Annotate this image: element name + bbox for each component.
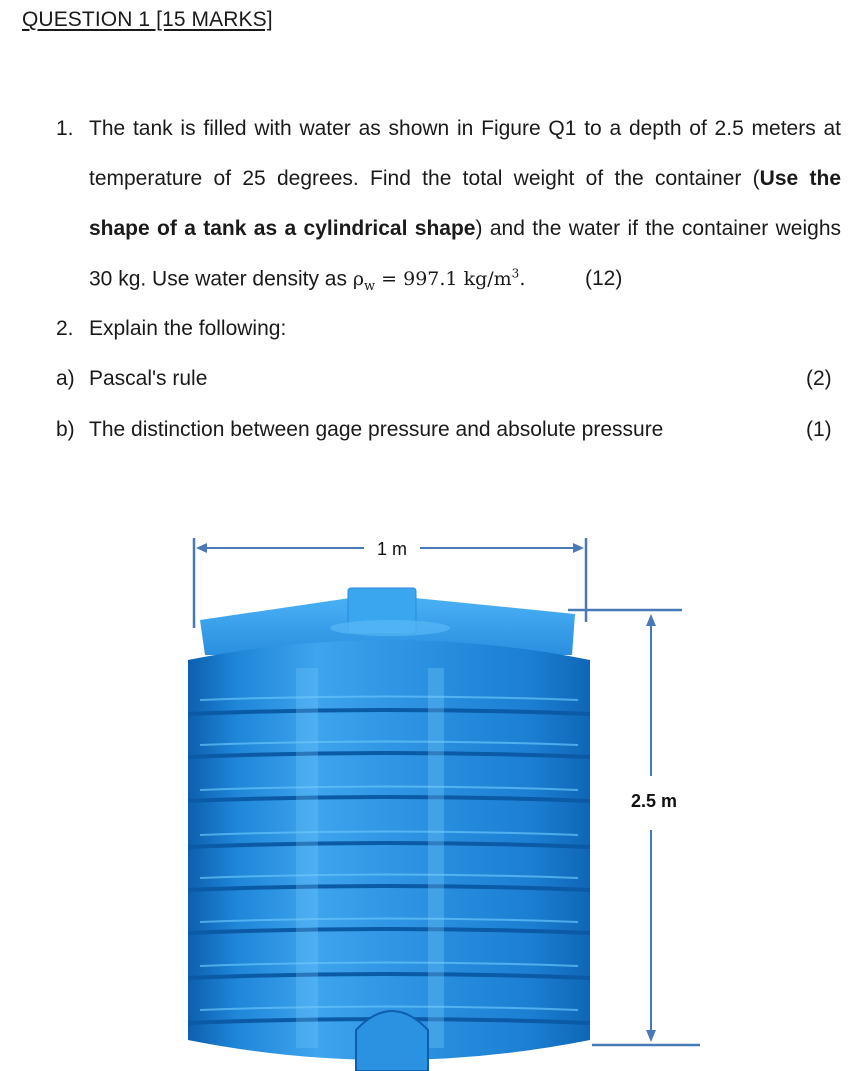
q1-line-1: The tank is filled with water as shown in Figure Q1 to a depth of 2.5 meters at xyxy=(89,117,841,140)
q1-line-3-plain: ) and the water if the container weighs xyxy=(475,217,842,240)
q1-line-2-plain: temperature of 25 degrees. Find the total weight of the container ( xyxy=(89,167,760,190)
q2b-label: b) xyxy=(56,418,75,441)
q2b-text: The distinction between gage pressure and absolute pressure xyxy=(89,418,664,441)
height-label: 2.5 m xyxy=(630,791,678,811)
density-exponent: 3 xyxy=(511,267,520,281)
q1-number: 1. xyxy=(56,117,74,140)
density-subscript: w xyxy=(363,279,376,295)
question-heading: QUESTION 1 [15 MARKS] xyxy=(22,8,273,31)
density-symbol: ρ xyxy=(352,268,364,291)
q2-number: 2. xyxy=(56,317,74,340)
q2a-label: a) xyxy=(56,367,75,390)
water-tank xyxy=(188,588,590,1071)
q1-line-3 xyxy=(89,217,841,241)
tank-outlet xyxy=(356,1011,428,1071)
tank-figure xyxy=(0,500,864,1071)
q2b-marks: (1) xyxy=(806,418,832,441)
q1-marks: (12) xyxy=(585,267,623,290)
q1-density-formula xyxy=(352,267,526,295)
width-arrow-left xyxy=(196,543,207,553)
q2a-text: Pascal's rule xyxy=(89,367,208,390)
width-label: 1 m xyxy=(376,539,408,559)
tank-shine xyxy=(296,668,318,1048)
height-arrow-bottom xyxy=(646,1030,656,1042)
density-value: = 997.1 kg/m xyxy=(381,268,512,291)
tank-top-highlight xyxy=(330,620,450,636)
tank-body xyxy=(188,640,590,1060)
q1-density-intro: 30 kg. Use water density as xyxy=(89,267,347,291)
q1-line-2-bold: Use the xyxy=(759,167,841,190)
q1-line-3-bold: shape of a tank as a cylindrical shape xyxy=(89,217,476,240)
density-period: . xyxy=(519,268,526,291)
q2a-marks: (2) xyxy=(806,367,832,390)
height-arrow-top xyxy=(646,614,656,626)
q2-text: Explain the following: xyxy=(89,317,287,340)
tank-shine xyxy=(428,668,444,1048)
q1-line-4 xyxy=(89,267,525,294)
width-arrow-right xyxy=(573,543,584,553)
q1-line-2 xyxy=(89,167,841,191)
